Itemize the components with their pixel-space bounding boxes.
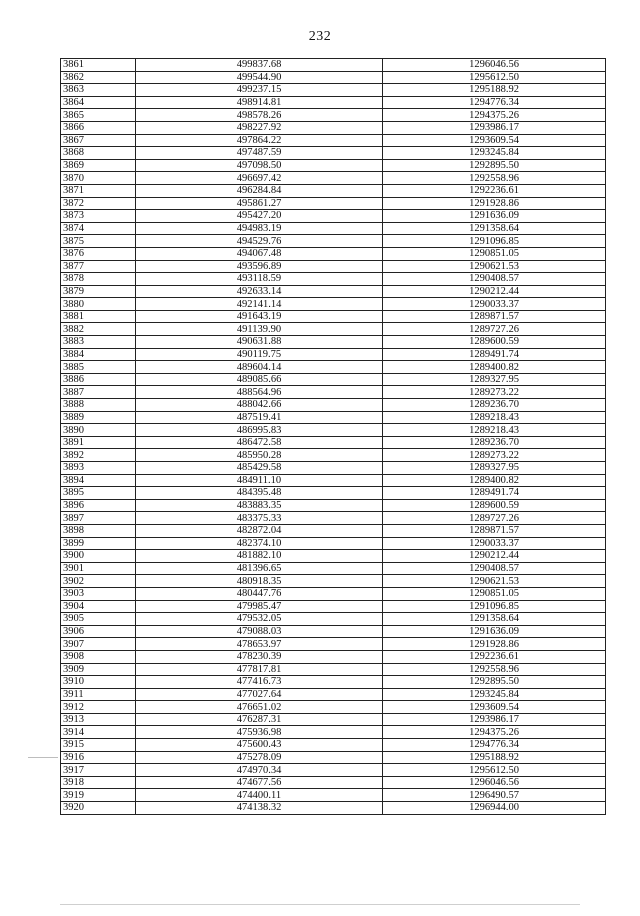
point-number-cell: 3875 [61,235,136,248]
x-coordinate-cell: 499837.68 [136,59,383,72]
y-coordinate-cell: 1289491.74 [383,487,606,500]
point-number-cell: 3865 [61,109,136,122]
y-coordinate-cell: 1290212.44 [383,285,606,298]
point-number-cell: 3885 [61,361,136,374]
point-number-cell: 3888 [61,399,136,412]
y-coordinate-cell: 1295188.92 [383,84,606,97]
point-number-cell: 3861 [61,59,136,72]
y-coordinate-cell: 1296046.56 [383,59,606,72]
coordinates-table [60,58,606,815]
point-number-cell: 3911 [61,688,136,701]
table-body [61,59,606,815]
y-coordinate-cell: 1289600.59 [383,499,606,512]
point-number-cell: 3878 [61,273,136,286]
y-coordinate-cell: 1290621.53 [383,575,606,588]
point-number-cell: 3920 [61,802,136,815]
table-row [61,84,606,97]
x-coordinate-cell: 494067.48 [136,247,383,260]
table-row [61,751,606,764]
y-coordinate-cell: 1293609.54 [383,701,606,714]
y-coordinate-cell: 1293986.17 [383,713,606,726]
x-coordinate-cell: 477027.64 [136,688,383,701]
y-coordinate-cell: 1289491.74 [383,348,606,361]
table-row [61,739,606,752]
point-number-cell: 3867 [61,134,136,147]
x-coordinate-cell: 490119.75 [136,348,383,361]
x-coordinate-cell: 497098.50 [136,159,383,172]
table-row [61,96,606,109]
table-row [61,134,606,147]
point-number-cell: 3882 [61,323,136,336]
point-number-cell: 3872 [61,197,136,210]
table-row [61,802,606,815]
x-coordinate-cell: 475936.98 [136,726,383,739]
x-coordinate-cell: 475600.43 [136,739,383,752]
x-coordinate-cell: 495427.20 [136,210,383,223]
table-row [61,449,606,462]
point-number-cell: 3918 [61,776,136,789]
table-row [61,172,606,185]
table-row [61,713,606,726]
x-coordinate-cell: 478230.39 [136,650,383,663]
x-coordinate-cell: 488564.96 [136,386,383,399]
y-coordinate-cell: 1289600.59 [383,336,606,349]
y-coordinate-cell: 1289218.43 [383,424,606,437]
y-coordinate-cell: 1292236.61 [383,650,606,663]
x-coordinate-cell: 499544.90 [136,71,383,84]
y-coordinate-cell: 1289871.57 [383,310,606,323]
table-row [61,776,606,789]
x-coordinate-cell: 496284.84 [136,184,383,197]
x-coordinate-cell: 481396.65 [136,562,383,575]
table-row [61,235,606,248]
table-row [61,424,606,437]
point-number-cell: 3879 [61,285,136,298]
x-coordinate-cell: 474400.11 [136,789,383,802]
point-number-cell: 3901 [61,562,136,575]
point-number-cell: 3919 [61,789,136,802]
y-coordinate-cell: 1292895.50 [383,676,606,689]
y-coordinate-cell: 1289218.43 [383,411,606,424]
point-number-cell: 3873 [61,210,136,223]
x-coordinate-cell: 497864.22 [136,134,383,147]
point-number-cell: 3896 [61,499,136,512]
point-number-cell: 3907 [61,638,136,651]
y-coordinate-cell: 1289236.70 [383,399,606,412]
point-number-cell: 3876 [61,247,136,260]
y-coordinate-cell: 1293245.84 [383,147,606,160]
table-row [61,184,606,197]
y-coordinate-cell: 1296490.57 [383,789,606,802]
point-number-cell: 3900 [61,550,136,563]
y-coordinate-cell: 1292236.61 [383,184,606,197]
x-coordinate-cell: 498227.92 [136,121,383,134]
y-coordinate-cell: 1294375.26 [383,726,606,739]
y-coordinate-cell: 1293609.54 [383,134,606,147]
x-coordinate-cell: 476651.02 [136,701,383,714]
y-coordinate-cell: 1295612.50 [383,764,606,777]
y-coordinate-cell: 1289327.95 [383,462,606,475]
page-number: 232 [308,29,332,44]
point-number-cell: 3904 [61,600,136,613]
point-number-cell: 3874 [61,222,136,235]
table-row [61,701,606,714]
table-row [61,663,606,676]
x-coordinate-cell: 488042.66 [136,399,383,412]
x-coordinate-cell: 490631.88 [136,336,383,349]
table-row [61,650,606,663]
table-row [61,310,606,323]
x-coordinate-cell: 474677.56 [136,776,383,789]
table-row [61,210,606,223]
point-number-cell: 3887 [61,386,136,399]
table-row [61,487,606,500]
point-number-cell: 3905 [61,613,136,626]
table-row [61,676,606,689]
y-coordinate-cell: 1289727.26 [383,512,606,525]
point-number-cell: 3912 [61,701,136,714]
y-coordinate-cell: 1294375.26 [383,109,606,122]
point-number-cell: 3866 [61,121,136,134]
y-coordinate-cell: 1290408.57 [383,273,606,286]
x-coordinate-cell: 499237.15 [136,84,383,97]
y-coordinate-cell: 1295188.92 [383,751,606,764]
point-number-cell: 3880 [61,298,136,311]
x-coordinate-cell: 474970.34 [136,764,383,777]
point-number-cell: 3915 [61,739,136,752]
table-row [61,373,606,386]
x-coordinate-cell: 485429.58 [136,462,383,475]
x-coordinate-cell: 484395.48 [136,487,383,500]
x-coordinate-cell: 486995.83 [136,424,383,437]
table-row [61,462,606,475]
x-coordinate-cell: 494529.76 [136,235,383,248]
table-row [61,336,606,349]
point-number-cell: 3890 [61,424,136,437]
y-coordinate-cell: 1291928.86 [383,638,606,651]
y-coordinate-cell: 1290212.44 [383,550,606,563]
x-coordinate-cell: 497487.59 [136,147,383,160]
y-coordinate-cell: 1291358.64 [383,222,606,235]
y-coordinate-cell: 1291636.09 [383,210,606,223]
table-row [61,562,606,575]
point-number-cell: 3898 [61,524,136,537]
table-row [61,197,606,210]
x-coordinate-cell: 477416.73 [136,676,383,689]
x-coordinate-cell: 492633.14 [136,285,383,298]
x-coordinate-cell: 483375.33 [136,512,383,525]
y-coordinate-cell: 1296046.56 [383,776,606,789]
point-number-cell: 3870 [61,172,136,185]
y-coordinate-cell: 1290033.37 [383,298,606,311]
x-coordinate-cell: 491139.90 [136,323,383,336]
x-coordinate-cell: 476287.31 [136,713,383,726]
x-coordinate-cell: 480447.76 [136,587,383,600]
x-coordinate-cell: 498578.26 [136,109,383,122]
table-row [61,764,606,777]
table-row [61,726,606,739]
x-coordinate-cell: 474138.32 [136,802,383,815]
x-coordinate-cell: 481882.10 [136,550,383,563]
x-coordinate-cell: 479985.47 [136,600,383,613]
point-number-cell: 3891 [61,436,136,449]
x-coordinate-cell: 482872.04 [136,524,383,537]
y-coordinate-cell: 1291358.64 [383,613,606,626]
point-number-cell: 3910 [61,676,136,689]
table-row [61,499,606,512]
y-coordinate-cell: 1294776.34 [383,96,606,109]
point-number-cell: 3895 [61,487,136,500]
table-row [61,361,606,374]
table-row [61,147,606,160]
point-number-cell: 3889 [61,411,136,424]
x-coordinate-cell: 489604.14 [136,361,383,374]
x-coordinate-cell: 492141.14 [136,298,383,311]
table-row [61,222,606,235]
y-coordinate-cell: 1291636.09 [383,625,606,638]
x-coordinate-cell: 485950.28 [136,449,383,462]
x-coordinate-cell: 484911.10 [136,474,383,487]
table-row [61,613,606,626]
point-number-cell: 3864 [61,96,136,109]
y-coordinate-cell: 1294776.34 [383,739,606,752]
x-coordinate-cell: 493596.89 [136,260,383,273]
point-number-cell: 3913 [61,713,136,726]
table-row [61,386,606,399]
point-number-cell: 3916 [61,751,136,764]
x-coordinate-cell: 477817.81 [136,663,383,676]
x-coordinate-cell: 494983.19 [136,222,383,235]
y-coordinate-cell: 1289236.70 [383,436,606,449]
point-number-cell: 3886 [61,373,136,386]
point-number-cell: 3884 [61,348,136,361]
point-number-cell: 3862 [61,71,136,84]
table-row [61,159,606,172]
table-row [61,59,606,72]
table-row [61,109,606,122]
table-row [61,512,606,525]
y-coordinate-cell: 1289273.22 [383,386,606,399]
x-coordinate-cell: 483883.35 [136,499,383,512]
point-number-cell: 3883 [61,336,136,349]
table-row [61,121,606,134]
table-row [61,537,606,550]
table-row [61,600,606,613]
y-coordinate-cell: 1292558.96 [383,172,606,185]
point-number-cell: 3871 [61,184,136,197]
point-number-cell: 3903 [61,587,136,600]
y-coordinate-cell: 1296944.00 [383,802,606,815]
x-coordinate-cell: 479088.03 [136,625,383,638]
table-row [61,273,606,286]
point-number-cell: 3869 [61,159,136,172]
point-number-cell: 3868 [61,147,136,160]
y-coordinate-cell: 1290851.05 [383,247,606,260]
x-coordinate-cell: 498914.81 [136,96,383,109]
table-row [61,524,606,537]
y-coordinate-cell: 1292895.50 [383,159,606,172]
y-coordinate-cell: 1289400.82 [383,474,606,487]
table-row [61,298,606,311]
y-coordinate-cell: 1290408.57 [383,562,606,575]
point-number-cell: 3892 [61,449,136,462]
table-row [61,247,606,260]
table-row [61,474,606,487]
point-number-cell: 3877 [61,260,136,273]
y-coordinate-cell: 1289727.26 [383,323,606,336]
scan-artifact-mark [28,757,58,758]
table-row [61,71,606,84]
x-coordinate-cell: 496697.42 [136,172,383,185]
table-row [61,625,606,638]
x-coordinate-cell: 479532.05 [136,613,383,626]
y-coordinate-cell: 1290621.53 [383,260,606,273]
point-number-cell: 3902 [61,575,136,588]
point-number-cell: 3899 [61,537,136,550]
y-coordinate-cell: 1291096.85 [383,235,606,248]
x-coordinate-cell: 493118.59 [136,273,383,286]
y-coordinate-cell: 1290033.37 [383,537,606,550]
point-number-cell: 3893 [61,462,136,475]
x-coordinate-cell: 487519.41 [136,411,383,424]
page-bottom-rule [60,904,580,905]
point-number-cell: 3863 [61,84,136,97]
point-number-cell: 3906 [61,625,136,638]
x-coordinate-cell: 482374.10 [136,537,383,550]
point-number-cell: 3881 [61,310,136,323]
y-coordinate-cell: 1289273.22 [383,449,606,462]
x-coordinate-cell: 495861.27 [136,197,383,210]
x-coordinate-cell: 489085.66 [136,373,383,386]
table-row [61,323,606,336]
point-number-cell: 3909 [61,663,136,676]
point-number-cell: 3914 [61,726,136,739]
y-coordinate-cell: 1289871.57 [383,524,606,537]
y-coordinate-cell: 1292558.96 [383,663,606,676]
table-row [61,789,606,802]
table-row [61,587,606,600]
table-row [61,399,606,412]
table-row [61,688,606,701]
x-coordinate-cell: 491643.19 [136,310,383,323]
table-row [61,550,606,563]
x-coordinate-cell: 475278.09 [136,751,383,764]
point-number-cell: 3917 [61,764,136,777]
y-coordinate-cell: 1293245.84 [383,688,606,701]
x-coordinate-cell: 480918.35 [136,575,383,588]
x-coordinate-cell: 486472.58 [136,436,383,449]
table-row [61,260,606,273]
y-coordinate-cell: 1289327.95 [383,373,606,386]
table-row [61,436,606,449]
point-number-cell: 3897 [61,512,136,525]
table-row [61,575,606,588]
table-row [61,638,606,651]
y-coordinate-cell: 1295612.50 [383,71,606,84]
y-coordinate-cell: 1289400.82 [383,361,606,374]
point-number-cell: 3908 [61,650,136,663]
y-coordinate-cell: 1293986.17 [383,121,606,134]
x-coordinate-cell: 478653.97 [136,638,383,651]
y-coordinate-cell: 1291096.85 [383,600,606,613]
point-number-cell: 3894 [61,474,136,487]
y-coordinate-cell: 1290851.05 [383,587,606,600]
table-row [61,411,606,424]
table-row [61,348,606,361]
table-row [61,285,606,298]
y-coordinate-cell: 1291928.86 [383,197,606,210]
